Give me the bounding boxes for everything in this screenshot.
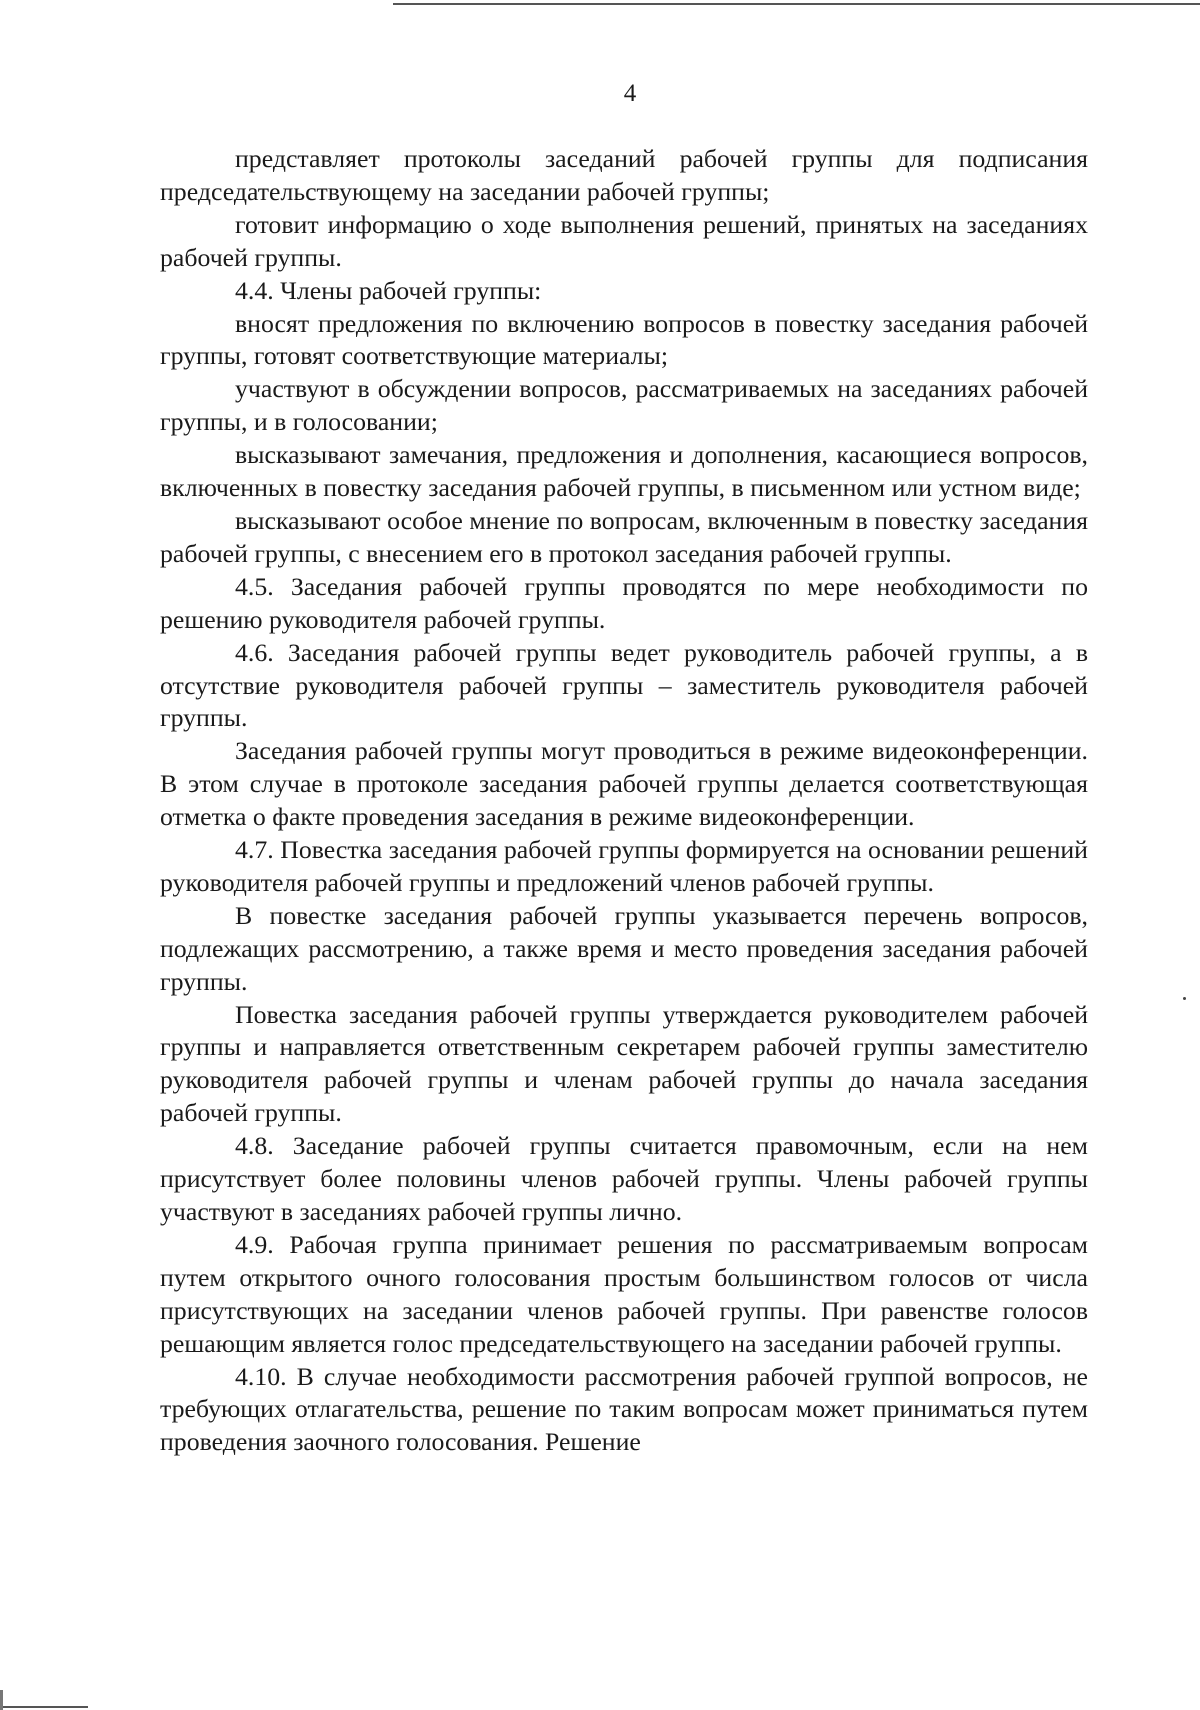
paragraph: 4.4. Члены рабочей группы:: [235, 275, 542, 305]
paragraph: готовит информацию о ходе выполнения решений, принятых на заседаниях рабочей группы.: [160, 209, 1088, 272]
paragraph: Повестка заседания рабочей группы утверждается руководителем рабочей группы и направляется ответственным секретарем рабочей группы заместителю руководителя рабочей группы и членам рабочей группы до начала заседания рабочей группы.: [160, 999, 1088, 1128]
paragraph: представляет протоколы заседаний рабочей группы для подписания председательствующему на заседании рабочей группы;: [160, 144, 1088, 206]
scan-edge-left: [0, 1690, 3, 1710]
scan-edge-bottom: [0, 1706, 88, 1708]
paragraph: 4.8. Заседание рабочей группы считается правомочным, если на нем присутствует более половины членов рабочей группы. Члены рабочей группы участвуют в заседаниях рабочей группы лично.: [160, 1131, 1088, 1226]
paragraph: участвуют в обсуждении вопросов, рассматриваемых на заседаниях рабочей группы, и в голосовании;: [160, 374, 1088, 437]
document-body: [160, 143, 1088, 1459]
scan-edge-top: [393, 3, 1200, 5]
paragraph: 4.6. Заседания рабочей группы ведет руководитель рабочей группы, а в отсутствие руководителя рабочей группы – заместитель руководителя рабочей группы.: [160, 637, 1088, 733]
scan-speck: [1183, 997, 1186, 1000]
paragraph: высказывают замечания, предложения и дополнения, касающиеся вопросов, включенных в повестку заседания рабочей группы, в письменном или устном виде;: [160, 440, 1088, 503]
paragraph: 4.7. Повестка заседания рабочей группы формируется на основании решений руководителя рабочей группы и предложений членов рабочей группы.: [160, 835, 1088, 897]
page-number: 4: [623, 80, 637, 107]
paragraph: 4.5. Заседания рабочей группы проводятся по мере необходимости по решению руководителя рабочей группы.: [160, 571, 1088, 634]
paragraph: 4.10. В случае необходимости рассмотрения рабочей группой вопросов, не требующих отлагательства, решение по таким вопросам может приниматься путем проведения заочного голосования. Решение: [160, 1361, 1088, 1457]
paragraph: 4.9. Рабочая группа принимает решения по рассматриваемым вопросам путем открытого очного голосования простым большинством голосов от числа присутствующих на заседании членов рабочей группы. При равенстве голосов решающим является голос председательствующего на заседании рабочей группы.: [160, 1229, 1088, 1358]
paragraph: В повестке заседания рабочей группы указывается перечень вопросов, подлежащих рассмотрению, а также время и место проведения заседания рабочей группы.: [160, 900, 1088, 996]
paragraph: вносят предложения по включению вопросов в повестку заседания рабочей группы, готовят соответствующие материалы;: [160, 308, 1088, 371]
paragraph: Заседания рабочей группы могут проводиться в режиме видеоконференции. В этом случае в протоколе заседания рабочей группы делается соответствующая отметка о факте проведения заседания в режиме видеоконференции.: [160, 736, 1088, 832]
paragraph: высказывают особое мнение по вопросам, включенным в повестку заседания рабочей группы, с внесением его в протокол заседания рабочей группы.: [160, 505, 1088, 568]
